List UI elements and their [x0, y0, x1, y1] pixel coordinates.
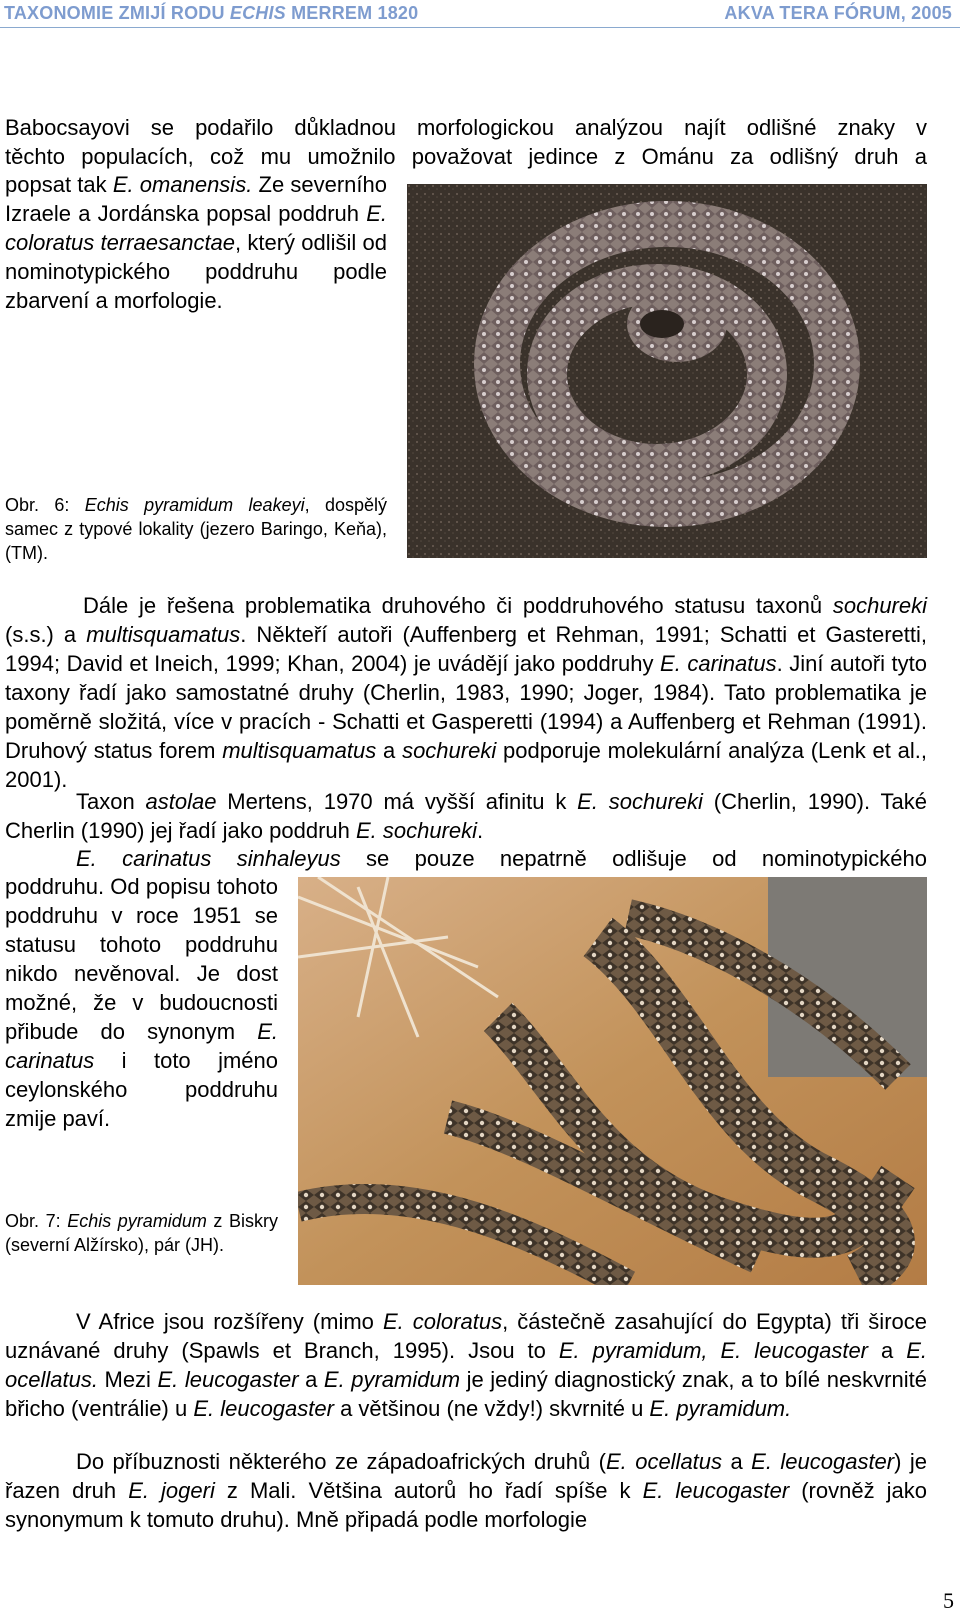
paragraph-1-line-2: těchto populacích, což mu umožnilo považovat jedince z Ománu za odlišný druh a	[5, 144, 927, 169]
figure-6-photo	[407, 184, 927, 558]
page-number: 5	[943, 1588, 954, 1613]
paragraph-4-line-1: E. carinatus sinhaleyus se pouze nepatrně odlišuje od nominotypického	[76, 846, 927, 871]
paragraph-2: Dále je řešena problematika druhového či poddruhového statusu taxonů sochureki (s.s.) a multisquamatus. Někteří autoři (Auffenberg et Rehman, 1991; Schatti et Gasteretti, 1994; David et Ineich, 1999; Khan, 2004) je uvádějí jako poddruhy E. carinatus. Jiní autoři tyto taxony řadí jako samostatné druhy (Cherlin, 1983, 1990; Joger, 1984). Tato problematika je poměrně složitá, více v pracích - Schatti et Gasperetti (1994) a Auffenberg et Rehman (1991). Druhový status forem multisquamatus a sochureki podporuje molekulární analýza (Lenk et al., 2001).	[5, 593, 928, 792]
figure-7-caption: Obr. 7: Echis pyramidum z Biskry (severní Alžírsko), pár (JH).	[5, 1211, 278, 1255]
header-title: TAXONOMIE ZMIJÍ RODU ECHIS MERREM 1820	[4, 3, 419, 23]
paragraph-1-column: popsat tak E. omanensis. Ze severního Izraele a Jordánska popsal poddruh E. coloratus terraesanctae, který odlišil od nominotypického poddruhu podle zbarvení a morfologie.	[5, 172, 388, 313]
header-journal: AKVA TERA FÓRUM, 2005	[724, 3, 952, 23]
paragraph-6: Do příbuznosti některého ze západoafrických druhů (E. ocellatus a E. leucogaster) je řazen druh E. jogeri z Mali. Většina autorů ho řadí spíše k E. leucogaster (rovněž jako synonymum k tomuto druhu). Mně připadá podle morfologie	[5, 1449, 928, 1532]
figure-6-caption: Obr. 6: Echis pyramidum leakeyi, dospělý samec z typové lokality (jezero Baringo, Keňa), (TM).	[5, 495, 387, 563]
paragraph-5: V Africe jsou rozšířeny (mimo E. coloratus, částečně zasahující do Egypta) tři široce uznávané druhy (Spawls et Branch, 1995). Jsou to E. pyramidum, E. leucogaster a E. ocellatus. Mezi E. leucogaster a E. pyramidum je jediný diagnostický znak, a to bílé neskvrnité břicho (ventrálie) u E. leucogaster a většinou (ne vždy!) skvrnité u E. pyramidum.	[5, 1309, 927, 1421]
paragraph-4-column: poddruhu. Od popisu tohoto poddruhu v roce 1951 se statusu tohoto poddruhu nikdo nevěnoval. Je dost možné, že v budoucnosti přibude do synonym E. carinatus i toto jméno ceylonského poddruhu zmije paví.	[5, 874, 278, 1131]
figure-7-photo	[298, 877, 927, 1285]
running-header	[0, 0, 960, 28]
paragraph-1-line-1: Babocsayovi se podařilo důkladnou morfologickou analýzou najít odlišné znaky v	[5, 115, 927, 140]
paragraph-3: Taxon astolae Mertens, 1970 má vyšší afinitu k E. sochureki (Cherlin, 1990). Také Cherlin (1990) jej řadí jako poddruh E. sochureki.	[5, 789, 927, 843]
